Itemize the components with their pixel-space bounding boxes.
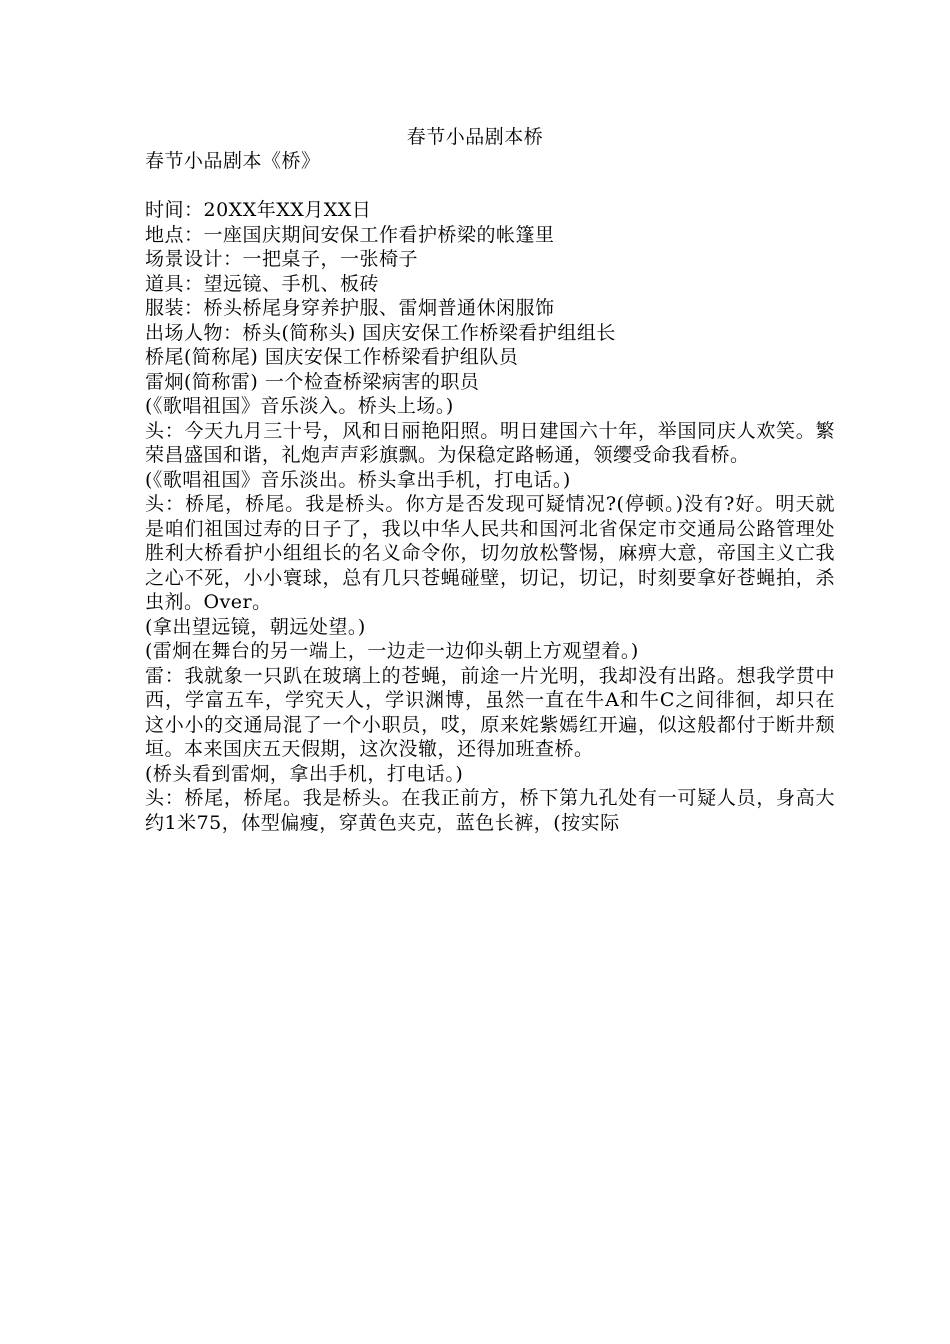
meta-place: 地点：一座国庆期间安保工作看护桥梁的帐篷里 (145, 223, 555, 246)
stage-direction: (桥头看到雷炯，拿出手机，打电话。) (145, 762, 464, 785)
dialogue-head: 头：桥尾，桥尾。我是桥头。你方是否发现可疑情况?(停顿。)没有?好。明天就是咱们祖国过寿的日子了，我以中华人民共和国河北省保定市交通局公路管理处胜利大桥看护小组组长的名义命令你，切勿放松警惕，麻痹大意，帝国主义亡我之心不死，小小寰球，总有几只苍蝇碰壁，切记，切记，时刻要拿好苍蝇拍，杀虫剂。Over。 (145, 493, 835, 613)
script-heading: 春节小品剧本《桥》 (145, 150, 321, 172)
stage-direction: (《歌唱祖国》音乐淡入。桥头上场。) (145, 395, 454, 417)
meta-time: 时间：20XX年XX月XX日 (145, 199, 372, 221)
stage-direction: (拿出望远镜，朝远处望。) (145, 615, 366, 638)
dialogue-head: 头：今天九月三十号，风和日丽艳阳照。明日建国六十年，举国同庆人欢笑。繁荣昌盛国和谐，礼炮声声彩旗飘。为保稳定路畅通，领缨受命我看桥。 (145, 419, 835, 466)
meta-props: 道具：望远镜、手机、板砖 (145, 272, 380, 295)
blank-line (145, 174, 835, 199)
meta-characters-lei: 雷炯(简称雷) 一个检查桥梁病害的职员 (145, 370, 480, 393)
meta-characters-tail: 桥尾(简称尾) 国庆安保工作桥梁看护组队员 (145, 346, 519, 368)
meta-costume: 服装：桥头桥尾身穿养护服、雷炯普通休闲服饰 (145, 297, 555, 319)
document-title: 春节小品剧本桥 (406, 126, 544, 148)
dialogue-head: 头：桥尾，桥尾。我是桥头。在我正前方，桥下第九孔处有一可疑人员，身高大约1米75，体型偏瘦，穿黄色夹克，蓝色长裤，(按实际 (145, 787, 835, 834)
stage-direction: (《歌唱祖国》音乐淡出。桥头拿出手机，打电话。) (145, 468, 571, 491)
meta-scene: 场景设计：一把桌子，一张椅子 (145, 248, 419, 270)
document-body (145, 149, 835, 835)
stage-direction: (雷炯在舞台的另一端上，一边走一边仰头朝上方观望着。) (145, 640, 639, 662)
dialogue-lei: 雷：我就象一只趴在玻璃上的苍蝇，前途一片光明，我却没有出路。想我学贯中西，学富五车，学究天人，学识渊博，虽然一直在牛A和牛C之间徘徊，却只在这小小的交通局混了一个小职员，哎，原来姹紫嫣红开遍，似这般都付于断井颓垣。本来国庆五天假期，这次没辙，还得加班查桥。 (145, 664, 835, 760)
meta-characters-head: 出场人物：桥头(简称头) 国庆安保工作桥梁看护组组长 (145, 321, 616, 344)
